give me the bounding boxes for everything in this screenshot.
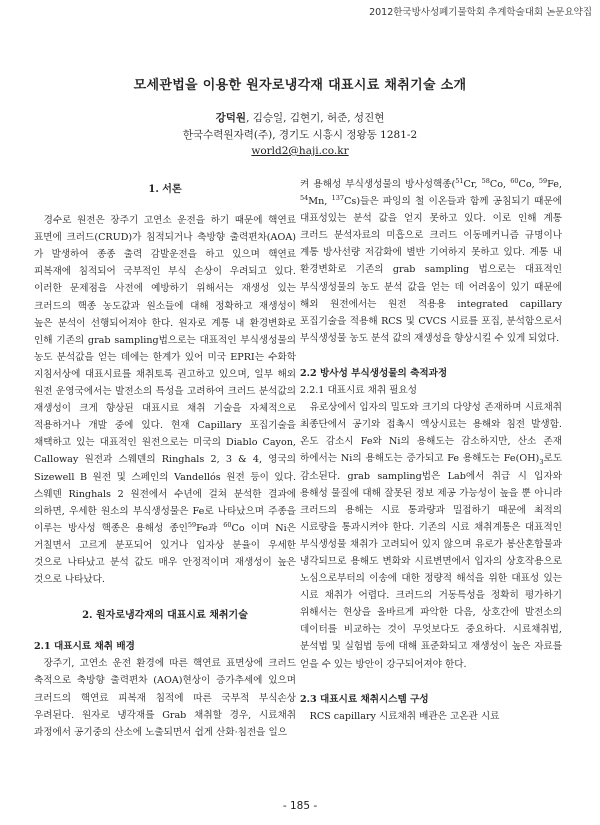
section-2-3-paragraph: RCS capillary 시료채취 배관은 고온관 시료 xyxy=(309,710,500,722)
paper-title: 모세관법을 이용한 원자로냉각재 대표시료 채취기술 소개 xyxy=(133,78,467,93)
section-2-1-continued: 켜 용해성 부식생성물의 방사성핵종($^{51}$Cr, $^{58}$Co, $^{60}$Co, $^{59}$Fe, $^{54}$Mn, $^{137}$Cs)들은 파잉의 철 이온들과 함께 공침되기 때문에 대표성있는 분석 값을 얻지 못하고 있다. 이로 인해 계통 크러드 분석자료의 미흡으로 크러드 이동메커니즘 규명이나 계통 방사선량 저감화에 별반 기여하지 못하고 있다. 계통 내 환경변화로 기존의 grab sampling 법으로는 대표적인 부식생성물의 농도 분석 값을 얻는 데 어려움이 있기 때문에 해외 원전에서는 원전 적용용 integrated capillary 포집기술을 적용해 RCS 및 CVCS 시료를 포집, 분석함으로서 부식생성물 농도 분석 값의 재생성을 향상시킬 수 있게 되었다. xyxy=(300,176,563,344)
co-authors: , 김승일, 김현기, 허준, 성진현 xyxy=(246,112,385,124)
left-column xyxy=(34,172,296,741)
section-2-2-heading: 2.2 방사성 부식생성물의 축적과정 xyxy=(300,367,448,379)
section-2-2-1-heading: 2.2.1 대표시료 채취 필요성 xyxy=(300,385,417,397)
section-2-3-heading: 2.3 대표시료 채취시스템 구성 xyxy=(300,693,429,705)
affiliation: 한국수력원자력(주), 경기도 시흥시 정왕동 1281-2 xyxy=(182,129,418,141)
section-1-heading: 1. 서론 xyxy=(148,184,182,195)
section-2-1-heading: 2.1 대표시료 채취 배경 xyxy=(34,641,135,653)
section-1-paragraph: 경수로 원전은 장주기 고연소 운전을 하기 때문에 핵연료 표면에 크러드(CRUD)가 침적되거나 축방향 출력편차(AOA)가 발생하여 종종 출력 감발운전을 하고 있으며 핵연료 피복재에 침적되어 국부적인 부식 손상이 우려되고 있다. 이러한 문제점을 사전에 예방하기 위해서는 재생성 있는 크러드의 핵종 농도값과 원소들에 대해 정확하고 재생성이 높은 분석이 선행되어져야 한다. 원자로 계통 내 환경변화로 인해 기존의 grab sampling법으로는 대표적인 부식생성물의 농도 분석값을 얻는 데에는 한계가 있어 미국 EPRI는 수화학 지침서상에 대표시료를 채취토록 권고하고 있으며, 일부 해외 원전 운영국에서는 발전소의 특성을 고려하여 크러드 분석값의 재생성이 크게 향상된 대표시료 채취 기술을 자체적으로 적용하거나 개발 중에 있다. 현재 Capillary 포집기술을 채택하고 있는 대표적인 원전으로는 미국의 Diablo Cayon, Calloway 원전과 스웨덴의 Ringhals 2, 3 & 4, 영국의 Sizewell B 원전 및 스페인의 Vandellós 원전 등이 있다. 스웨덴 Ringhals 2 원전에서 수년에 걸쳐 분석한 결과에 의하면, 우세한 원소의 부식생성물은 Fe로 나타났으며 주종을 이루는 방사성 핵종은 용해성 종인$^{59}$Fe과 $^{60}$Co 이며 Ni은 거칠면서 고르게 분포되어 있거나 입자상 분율이 우세한 것으로 나타났고 분석 값도 매우 안정적이며 재생성이 높은 것으로 나타났다. xyxy=(34,215,296,586)
section-2-1-paragraph: 장주기, 고연소 운전 환경에 따른 핵연료 표면상에 크러드 축적으로 축방향 출력편차 (AOA)현상이 증가추세에 있으며 크러드의 핵연료 피복재 침적에 따른 국부적 부식손상 우려된다. 원자로 냉각재를 Grab 채취할 경우, 시료채취 과정에서 공기중의 산소에 노출되면서 쉽게 산화·침전을 일으 xyxy=(34,658,296,738)
section-2-2-paragraph: 유로상에서 입자의 밀도와 크기의 다양성 존재하며 시료채취 최종단에서 공기와 접촉시 액상시료는 용해와 침전 발생함. 온도 감소시 Fe와 Ni의 용해도는 감소하지만, 산소 존재 하에서는 Ni의 용해도는 증가되고 Fe 용해도는 $Fe(OH)_3$로도 감소된다. grab sampling법은 Lab에서 취급 시 입자와 용해성 물질에 대해 잘못된 정보 제공 가능성이 높을 뿐 아니라 크러드의 용해는 시료 통과량과 밀접하기 때문에 최적의 시료량을 통과시켜야 한다. 기존의 시료 채취계통은 대표적인 부식생성물 채취가 고려되어 있지 않으며 유로가 봉산혼합물과 냉각되므로 용해도 변화와 시료변면에서 입자의 상호작용으로 노심으로부터의 이송에 대한 정량적 해석을 위한 대표성 있는 시료 채취가 어렵다. 크러드의 거동특성을 정확히 평가하기 위해서는 현상을 올바르게 파악한 다음, 상호간에 발전소의 데이터를 비교하는 것이 무엇보다도 중요하다. 시료채취법, 분석법 및 실험법 등에 대해 표준화되고 재생성이 높은 자료를 얻을 수 있는 방안이 강구되어져야 한다. xyxy=(300,402,562,670)
author-list xyxy=(0,110,600,125)
page-number: - 185 - xyxy=(282,800,318,812)
proceedings-header: 2012한국방사성폐기물학회 추계학술대회 논문요약집 xyxy=(369,7,592,18)
email-link[interactable]: world2@haji.co.kr xyxy=(251,145,349,157)
section-2-heading: 2. 원자로냉각재의 대표시료 채취기술 xyxy=(82,610,248,622)
right-column xyxy=(300,176,562,725)
primary-author: 강덕원 xyxy=(215,112,247,124)
